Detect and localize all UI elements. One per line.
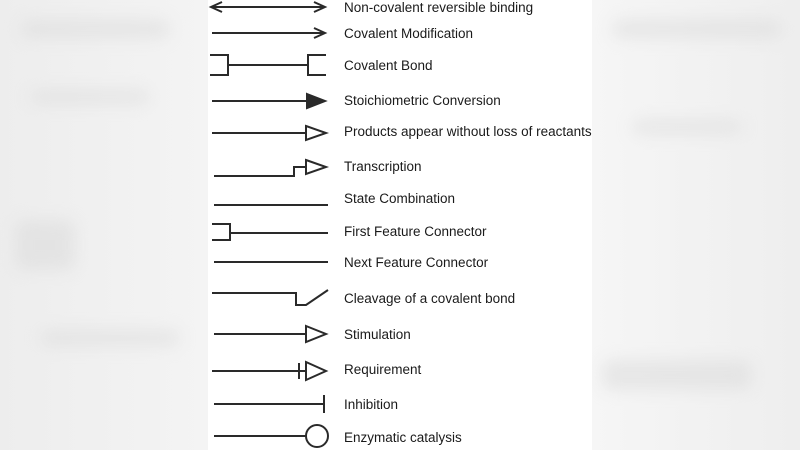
cleavage-line-symbol: [212, 290, 328, 305]
legend-label-inhibition: Inhibition: [344, 397, 399, 412]
legend-label-products-appear: Products appear without loss of reactants: [344, 124, 592, 139]
legend-label-cleavage-of-covalent-bond: Cleavage of a covalent bond: [344, 291, 516, 306]
barred-open-arrow-symbol: [212, 362, 326, 380]
open-triangle-arrow-symbol: [212, 126, 326, 140]
legend-label-transcription: Transcription: [344, 159, 422, 174]
double-arrow-symbol: [211, 2, 325, 12]
legend-label-non-covalent-reversible-binding: Non-covalent reversible binding: [344, 0, 534, 15]
circle-end-line-symbol: [214, 425, 328, 447]
filled-triangle-arrow-symbol: [212, 94, 325, 108]
legend-label-covalent-bond: Covalent Bond: [344, 58, 433, 73]
legend-panel: [208, 0, 592, 450]
legend-label-stoichiometric-conversion: Stoichiometric Conversion: [344, 93, 501, 108]
blurred-background-right: [592, 0, 800, 450]
legend-label-covalent-modification: Covalent Modification: [344, 26, 474, 41]
bracket-line-symbol: [210, 55, 326, 75]
t-bar-line-symbol: [214, 395, 324, 413]
blurred-background-left: [0, 0, 208, 450]
legend-label-first-feature-connector: First Feature Connector: [344, 224, 487, 239]
bracket-start-line-symbol: [212, 224, 328, 240]
stimulation-arrow-symbol: [214, 326, 326, 342]
stepped-open-arrow-symbol: [214, 160, 326, 176]
legend-label-enzymatic-catalysis: Enzymatic catalysis: [344, 430, 462, 445]
arrow-symbol: [212, 28, 325, 38]
legend-label-requirement: Requirement: [344, 362, 422, 377]
legend-label-state-combination: State Combination: [344, 191, 456, 206]
legend-label-next-feature-connector: Next Feature Connector: [344, 255, 489, 270]
legend-label-stimulation: Stimulation: [344, 327, 411, 342]
